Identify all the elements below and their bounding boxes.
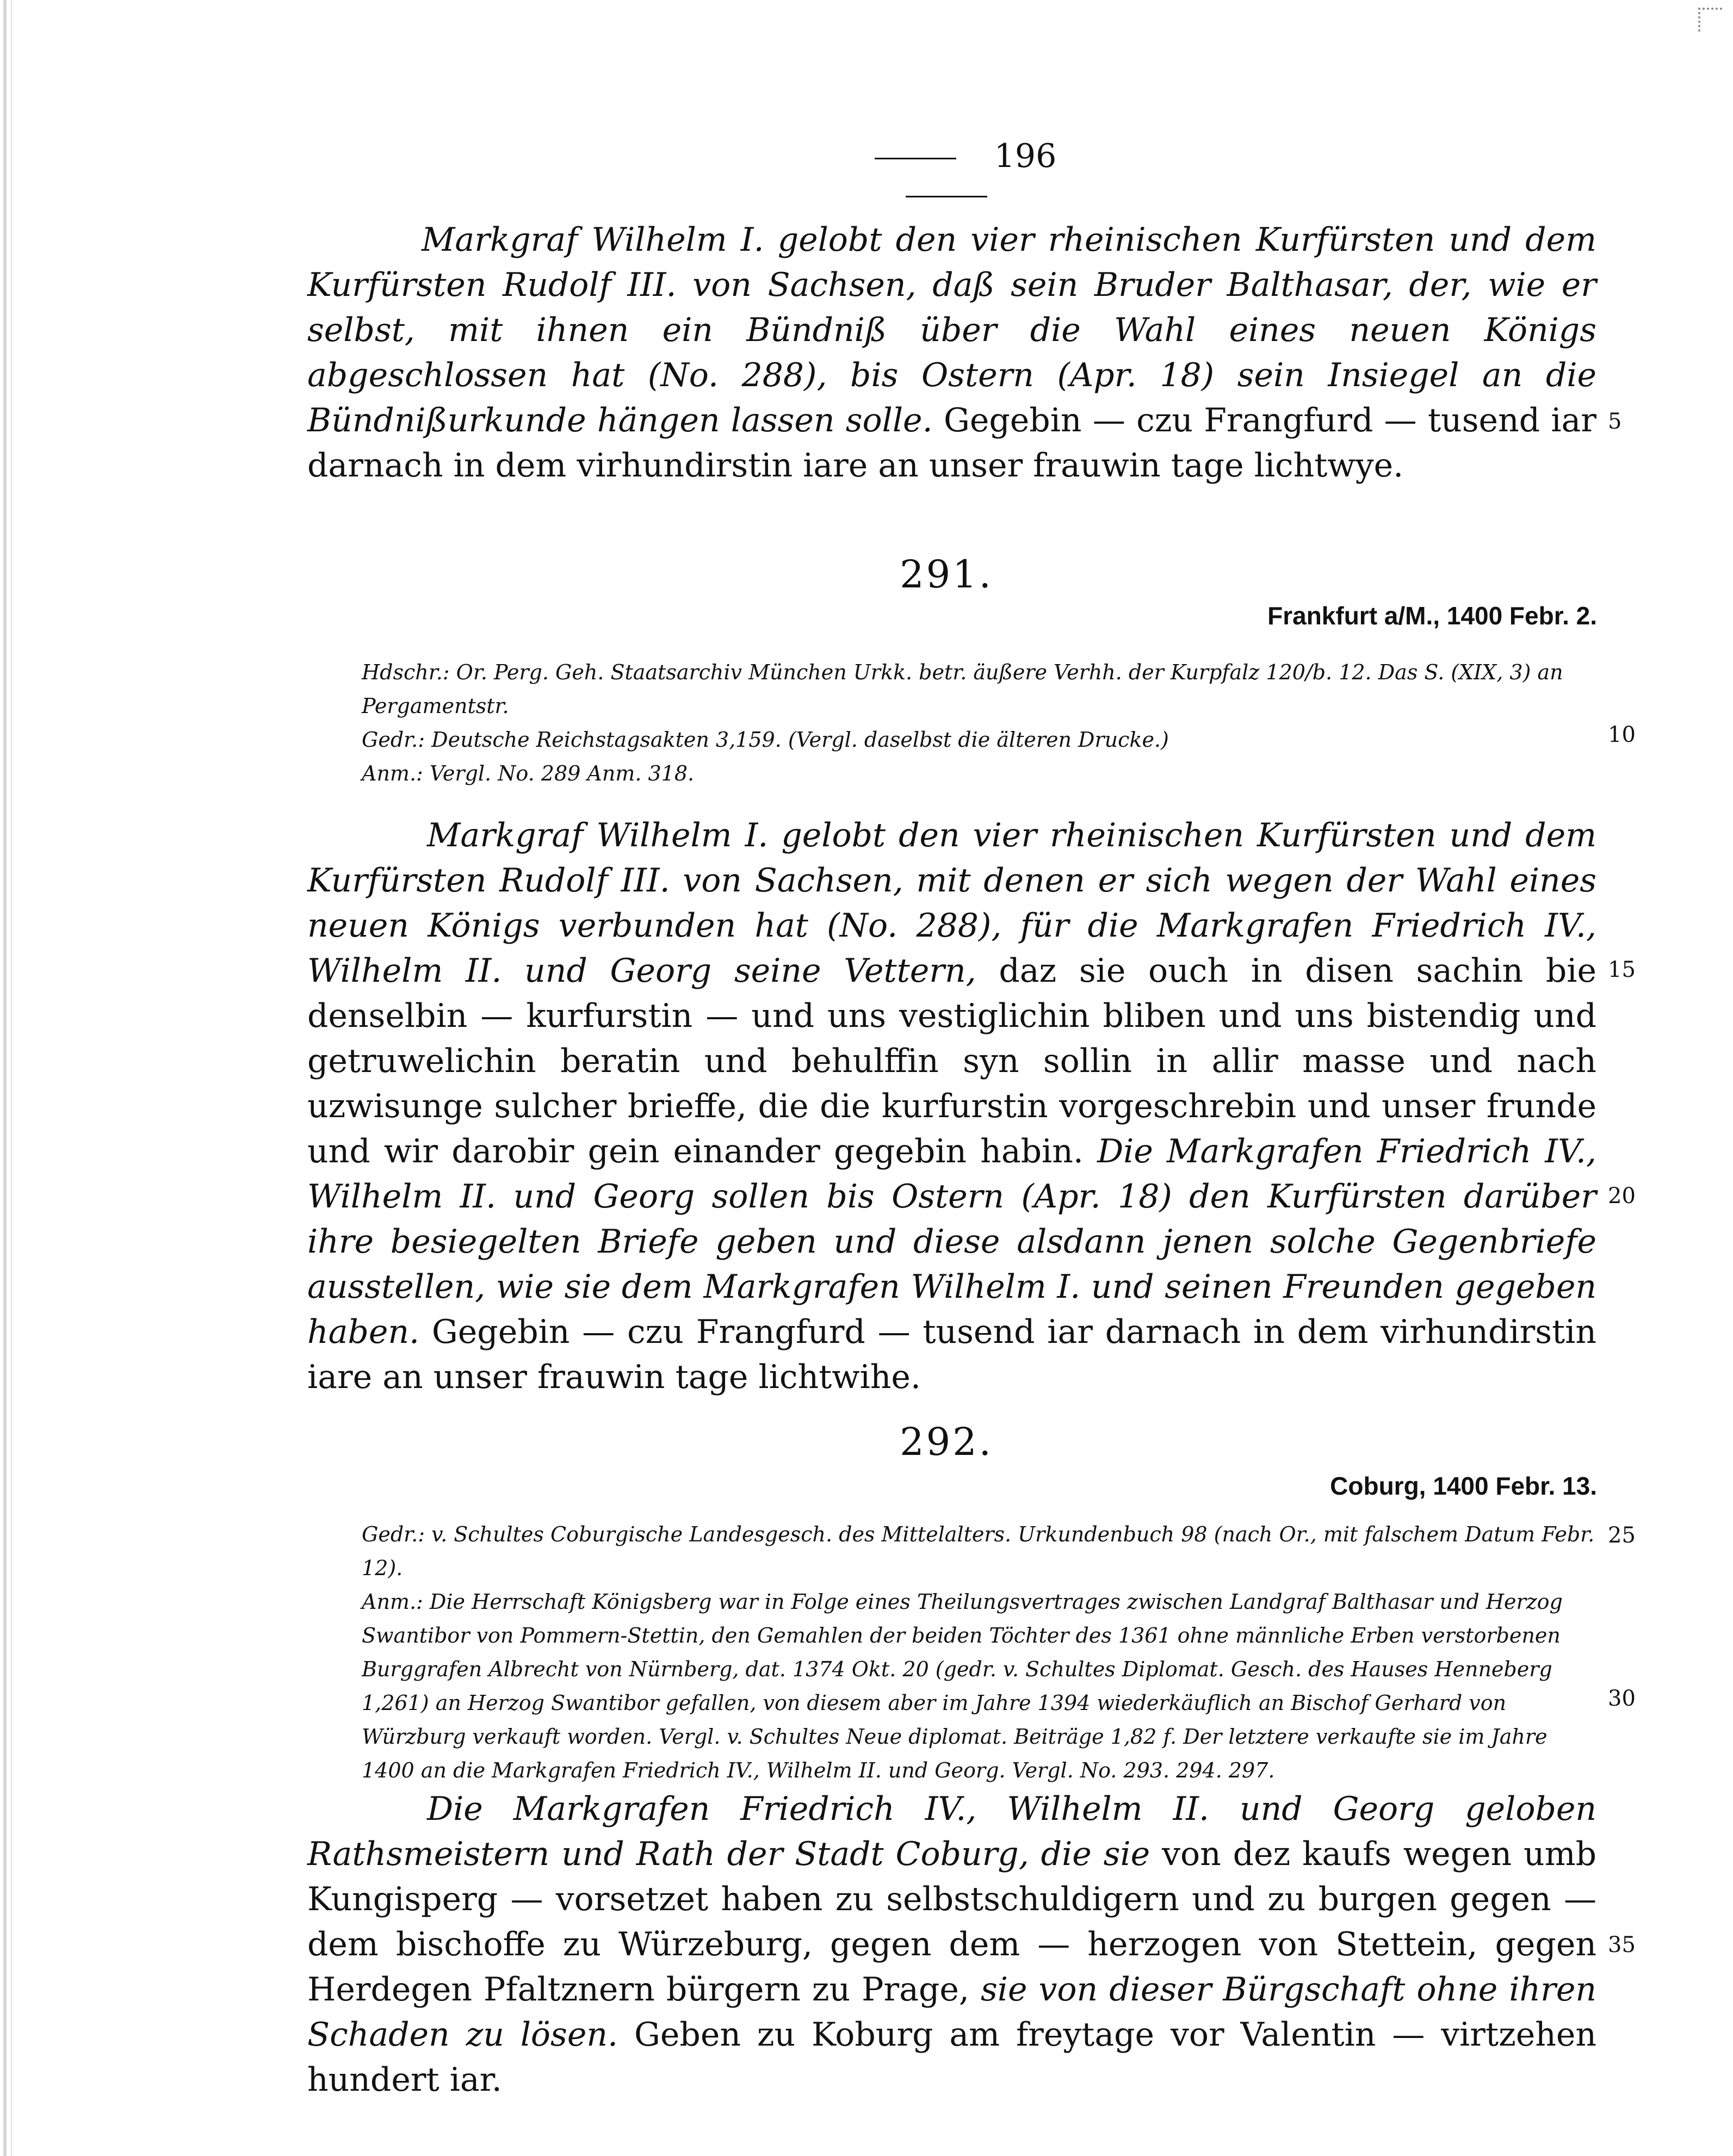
- doc292-dateline: Coburg, 1400 Febr. 13.: [1330, 1472, 1597, 1500]
- doc291-number: 291.: [900, 552, 993, 597]
- line-number-5: 5: [1608, 409, 1622, 434]
- doc291-body: [307, 813, 1596, 1400]
- doc292-anm: Anm.: Die Herrschaft Königsberg war in Folge eines Theilungsvertrages zwischen Landgraf Balthasar und Herzog Swantibor von Pommern-Stettin, den Gemahlen der beiden Töchter des 1361 ohne männliche Erben verstorbenen Burggrafen Albrecht von Nürnberg, dat. 1374 Okt. 20 (gedr. v. Schultes Diplomat. Gesch. des Hauses Henneberg 1,261) an Herzog Swantibor gefallen, von diesem aber im Jahre 1394 wiederkäuflich an Bischof Gerhard von Würzburg verkauft worden. Vergl. v. Schultes Neue diplomat. Beiträge 1,82 f. Der letztere verkaufte sie im Jahre 1400 an die Markgrafen Friedrich IV., Wilhelm II. und Georg. Vergl. No. 293. 294. 297.: [362, 1590, 1563, 1782]
- doc292-summary-2: sie von dieser Bürgschaft ohne ihren Schaden zu lösen.: [307, 1971, 1596, 2054]
- doc292-apparatus: [362, 1517, 1596, 1787]
- doc292-number: 292.: [900, 1420, 993, 1464]
- doc291-summary-1: Markgraf Wilhelm I. gelobt den vier rheinischen Kurfürsten und dem Kurfürsten Rudolf III. von Sachsen, mit denen er sich wegen der Wahl eines neuen Königs verbunden hat (No. 288), für die Markgrafen Friedrich IV., Wilhelm II. und Georg seine Vettern,: [307, 816, 1596, 990]
- line-number-30: 30: [1608, 1686, 1636, 1711]
- doc290-quote: Gegebin — czu Frangfurd — tusend iar darnach in dem virhundirstin iare an unser frauwin tage lichtwye.: [307, 401, 1596, 485]
- header-rule-right: [906, 196, 987, 197]
- doc292-gedr: Gedr.: v. Schultes Coburgische Landesgesch. des Mittelalters. Urkundenbuch 98 (nach Or., mit falschem Datum Febr. 12).: [362, 1522, 1595, 1580]
- doc291-quote-2: Gegebin — czu Frangfurd — tusend iar darnach in dem virhundirstin iare an unser frauwin tage lichtwihe.: [307, 1313, 1596, 1396]
- line-number-20: 20: [1608, 1184, 1636, 1209]
- page-number: 196: [994, 137, 1057, 175]
- doc290-summary: Markgraf Wilhelm I. gelobt den vier rheinischen Kurfürsten und dem Kurfürsten Rudolf III. von Sachsen, daß sein Bruder Balthasar, der, wie er selbst, mit ihnen ein Bündniß über die Wahl eines neuen Königs abgeschlossen hat (No. 288), bis Ostern (Apr. 18) sein Insiegel an die Bündnißurkunde hängen lassen solle.: [307, 221, 1596, 439]
- doc292-quote-2: Geben zu Koburg am freytage vor Valentin — virtzehen hundert iar.: [307, 2016, 1597, 2099]
- doc291-apparatus: [362, 655, 1596, 790]
- page-header: [794, 137, 1099, 213]
- line-number-15: 15: [1608, 957, 1636, 982]
- doc291-gedr: Gedr.: Deutsche Reichstagsakten 3,159. (Vergl. daselbst die älteren Drucke.): [362, 728, 1169, 752]
- header-rule-left: [875, 158, 956, 159]
- line-number-25: 25: [1608, 1523, 1636, 1548]
- doc291-hdschr: Hdschr.: Or. Perg. Geh. Staatsarchiv München Urkk. betr. äußere Verhh. der Kurpfalz 120/b. 12. Das S. (XIX, 3) an Pergamentstr.: [362, 660, 1563, 718]
- doc291-anm: Anm.: Vergl. No. 289 Anm. 318.: [362, 761, 695, 785]
- scan-corner-mark: [1698, 8, 1722, 32]
- doc292-quote-1: von dez kaufs wegen umb Kungisperg — vorsetzet haben zu selbstschuldigern und zu burgen gegen — dem bischoffe zu Würzeburg, gegen dem — herzogen von Stettein, gegen Herdegen Pfaltznern bürgern zu Prage,: [307, 1835, 1597, 2009]
- line-number-35: 35: [1608, 1932, 1636, 1957]
- doc291-summary-2: Die Markgrafen Friedrich IV., Wilhelm II. und Georg sollen bis Ostern (Apr. 18) den Kurfürsten darüber ihre besiegelten Briefe geben und diese alsdann jenen solche Gegenbriefe ausstellen, wie sie dem Markgrafen Wilhelm I. und seinen Freunden gegeben haben.: [307, 1132, 1596, 1351]
- doc292-summary-1: Die Markgrafen Friedrich IV., Wilhelm II. und Georg geloben Rathsmeistern und Rath der Stadt Coburg, die sie: [307, 1790, 1596, 1873]
- scan-edge: [3, 0, 7, 2156]
- doc290-body: [307, 218, 1596, 488]
- line-number-10: 10: [1608, 722, 1636, 747]
- doc292-body: [307, 1787, 1596, 2103]
- doc291-dateline: Frankfurt a/M., 1400 Febr. 2.: [1267, 602, 1597, 630]
- doc291-quote-1: daz sie ouch in disen sachin bie denselbin — kurfurstin — und uns vestiglichin bliben und uns bistendig und getruwelichin beratin und behulffin syn sollin in allir masse und nach uzwisunge sulcher brieffe, die die kurfurstin vorgeschrebin und unser frunde und wir darobir gein einander gegebin habin.: [307, 952, 1596, 1170]
- scan-edge-inner: [11, 0, 12, 2156]
